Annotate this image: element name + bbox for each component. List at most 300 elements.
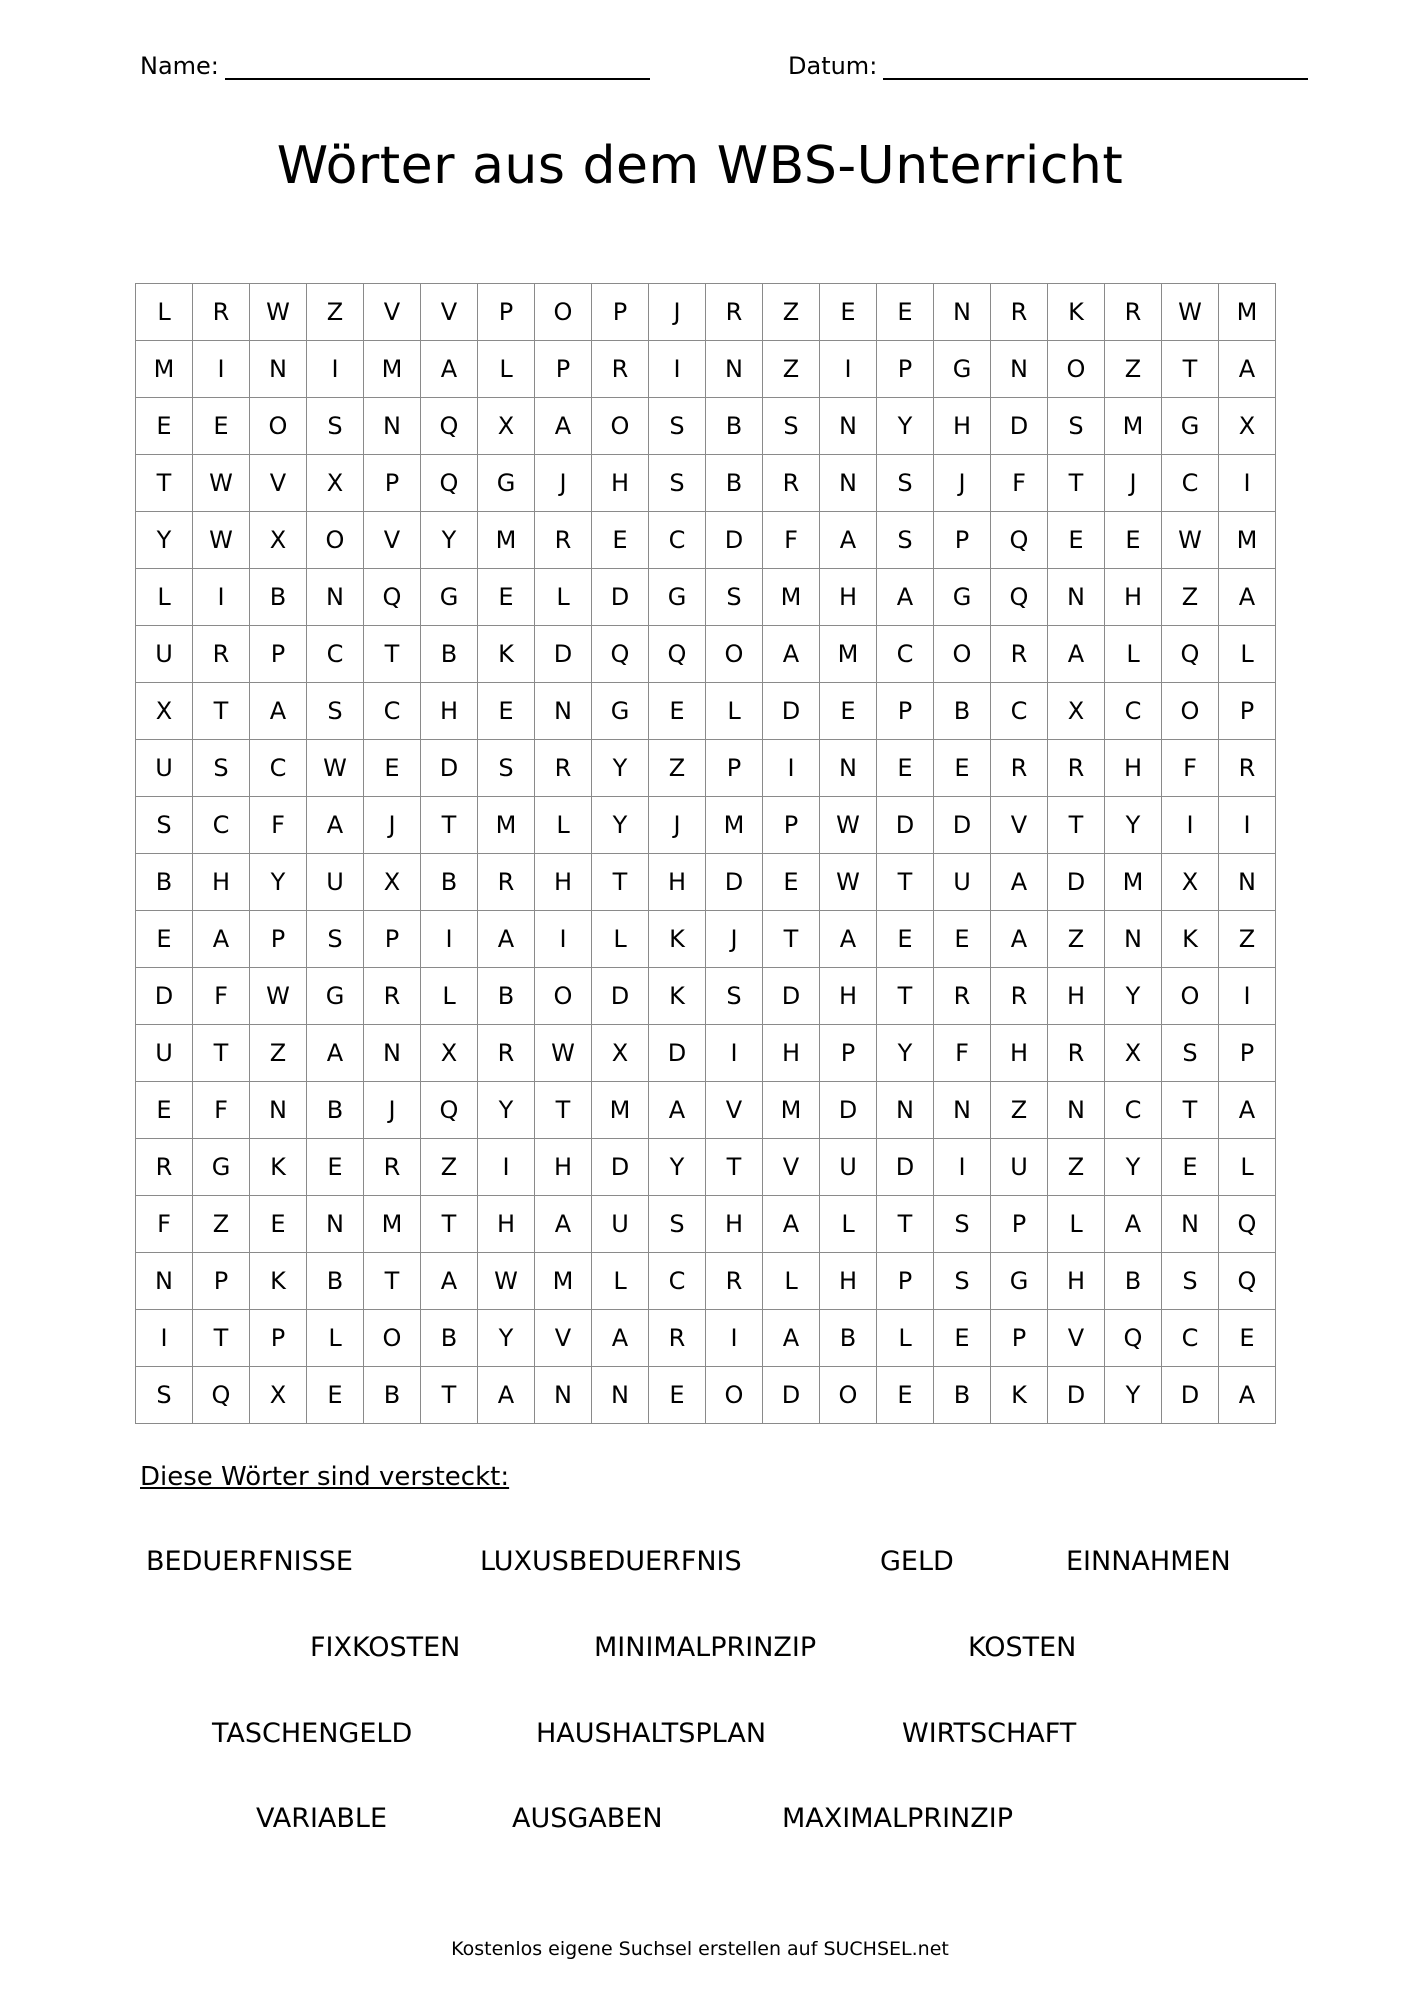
grid-cell[interactable]: B [706, 398, 763, 455]
grid-cell[interactable]: P [991, 1310, 1048, 1367]
grid-cell[interactable]: A [1219, 1082, 1276, 1139]
grid-cell[interactable]: V [250, 455, 307, 512]
grid-cell[interactable]: N [1219, 854, 1276, 911]
grid-cell[interactable]: T [421, 1196, 478, 1253]
grid-cell[interactable]: H [706, 1196, 763, 1253]
grid-cell[interactable]: B [307, 1082, 364, 1139]
grid-cell[interactable]: T [193, 1310, 250, 1367]
grid-cell[interactable]: B [934, 683, 991, 740]
grid-cell[interactable]: E [1162, 1139, 1219, 1196]
grid-cell[interactable]: I [535, 911, 592, 968]
grid-cell[interactable]: E [1219, 1310, 1276, 1367]
grid-cell[interactable]: H [649, 854, 706, 911]
grid-cell[interactable]: W [193, 455, 250, 512]
grid-cell[interactable]: H [535, 1139, 592, 1196]
grid-cell[interactable]: P [820, 1025, 877, 1082]
grid-cell[interactable]: M [364, 1196, 421, 1253]
grid-cell[interactable]: D [1048, 1367, 1105, 1424]
grid-cell[interactable]: U [820, 1139, 877, 1196]
grid-cell[interactable]: D [649, 1025, 706, 1082]
grid-cell[interactable]: N [820, 455, 877, 512]
grid-cell[interactable]: P [592, 284, 649, 341]
grid-cell[interactable]: O [307, 512, 364, 569]
grid-cell[interactable]: M [1219, 512, 1276, 569]
grid-cell[interactable]: T [1048, 455, 1105, 512]
grid-cell[interactable]: D [877, 1139, 934, 1196]
grid-cell[interactable]: I [706, 1310, 763, 1367]
grid-cell[interactable]: L [592, 911, 649, 968]
grid-cell[interactable]: F [1162, 740, 1219, 797]
grid-cell[interactable]: K [1048, 284, 1105, 341]
grid-cell[interactable]: I [934, 1139, 991, 1196]
grid-cell[interactable]: F [250, 797, 307, 854]
grid-cell[interactable]: C [307, 626, 364, 683]
grid-cell[interactable]: Q [592, 626, 649, 683]
grid-cell[interactable]: O [535, 968, 592, 1025]
grid-cell[interactable]: S [307, 683, 364, 740]
grid-cell[interactable]: A [307, 797, 364, 854]
grid-cell[interactable]: D [1162, 1367, 1219, 1424]
grid-cell[interactable]: V [364, 512, 421, 569]
grid-cell[interactable]: Y [136, 512, 193, 569]
grid-cell[interactable]: X [421, 1025, 478, 1082]
grid-cell[interactable]: F [991, 455, 1048, 512]
grid-cell[interactable]: F [763, 512, 820, 569]
grid-cell[interactable]: B [706, 455, 763, 512]
grid-cell[interactable]: P [1219, 1025, 1276, 1082]
grid-cell[interactable]: S [1048, 398, 1105, 455]
grid-cell[interactable]: Z [1105, 341, 1162, 398]
grid-cell[interactable]: Y [877, 1025, 934, 1082]
grid-cell[interactable]: X [364, 854, 421, 911]
grid-cell[interactable]: L [478, 341, 535, 398]
grid-cell[interactable]: R [991, 626, 1048, 683]
grid-cell[interactable]: W [820, 854, 877, 911]
grid-cell[interactable]: A [763, 1310, 820, 1367]
grid-cell[interactable]: I [763, 740, 820, 797]
grid-cell[interactable]: Y [421, 512, 478, 569]
grid-cell[interactable]: S [307, 911, 364, 968]
grid-cell[interactable]: O [706, 626, 763, 683]
grid-cell[interactable]: U [934, 854, 991, 911]
grid-cell[interactable]: N [991, 341, 1048, 398]
grid-cell[interactable]: J [934, 455, 991, 512]
grid-cell[interactable]: H [1048, 1253, 1105, 1310]
grid-cell[interactable]: T [535, 1082, 592, 1139]
grid-cell[interactable]: G [1162, 398, 1219, 455]
grid-cell[interactable]: Q [421, 398, 478, 455]
grid-cell[interactable]: R [706, 1253, 763, 1310]
grid-cell[interactable]: G [478, 455, 535, 512]
grid-cell[interactable]: H [193, 854, 250, 911]
grid-cell[interactable]: M [763, 569, 820, 626]
grid-cell[interactable]: W [478, 1253, 535, 1310]
grid-cell[interactable]: X [1048, 683, 1105, 740]
grid-cell[interactable]: V [763, 1139, 820, 1196]
grid-cell[interactable]: P [991, 1196, 1048, 1253]
grid-cell[interactable]: Z [763, 341, 820, 398]
grid-cell[interactable]: C [250, 740, 307, 797]
grid-cell[interactable]: R [1105, 284, 1162, 341]
grid-cell[interactable]: D [763, 968, 820, 1025]
grid-cell[interactable]: B [421, 854, 478, 911]
grid-cell[interactable]: M [478, 512, 535, 569]
grid-cell[interactable]: P [877, 341, 934, 398]
grid-cell[interactable]: T [1162, 341, 1219, 398]
grid-cell[interactable]: N [934, 1082, 991, 1139]
grid-cell[interactable]: G [592, 683, 649, 740]
grid-cell[interactable]: X [1219, 398, 1276, 455]
grid-cell[interactable]: W [307, 740, 364, 797]
grid-cell[interactable]: E [136, 1082, 193, 1139]
grid-cell[interactable]: M [706, 797, 763, 854]
grid-cell[interactable]: S [136, 797, 193, 854]
grid-cell[interactable]: Z [1048, 911, 1105, 968]
grid-cell[interactable]: B [934, 1367, 991, 1424]
grid-cell[interactable]: R [991, 284, 1048, 341]
grid-cell[interactable]: R [364, 968, 421, 1025]
grid-cell[interactable]: T [1162, 1082, 1219, 1139]
grid-cell[interactable]: M [478, 797, 535, 854]
grid-cell[interactable]: E [649, 683, 706, 740]
grid-cell[interactable]: I [193, 341, 250, 398]
grid-cell[interactable]: P [1219, 683, 1276, 740]
grid-cell[interactable]: Z [193, 1196, 250, 1253]
grid-cell[interactable]: N [250, 1082, 307, 1139]
grid-cell[interactable]: H [592, 455, 649, 512]
grid-cell[interactable]: W [820, 797, 877, 854]
grid-cell[interactable]: B [421, 626, 478, 683]
grid-cell[interactable]: Q [1219, 1196, 1276, 1253]
grid-cell[interactable]: O [934, 626, 991, 683]
grid-cell[interactable]: L [877, 1310, 934, 1367]
grid-cell[interactable]: L [307, 1310, 364, 1367]
grid-cell[interactable]: A [1219, 1367, 1276, 1424]
grid-cell[interactable]: P [934, 512, 991, 569]
grid-cell[interactable]: K [250, 1139, 307, 1196]
grid-cell[interactable]: V [706, 1082, 763, 1139]
grid-cell[interactable]: Y [877, 398, 934, 455]
grid-cell[interactable]: N [535, 683, 592, 740]
grid-cell[interactable]: P [706, 740, 763, 797]
grid-cell[interactable]: G [649, 569, 706, 626]
grid-cell[interactable]: Q [991, 569, 1048, 626]
grid-cell[interactable]: E [478, 683, 535, 740]
grid-cell[interactable]: B [820, 1310, 877, 1367]
grid-cell[interactable]: W [535, 1025, 592, 1082]
grid-cell[interactable]: Y [1105, 1367, 1162, 1424]
grid-cell[interactable]: O [592, 398, 649, 455]
grid-cell[interactable]: T [136, 455, 193, 512]
grid-cell[interactable]: P [250, 626, 307, 683]
grid-cell[interactable]: O [1162, 683, 1219, 740]
grid-cell[interactable]: V [535, 1310, 592, 1367]
grid-cell[interactable]: V [1048, 1310, 1105, 1367]
grid-cell[interactable]: R [1219, 740, 1276, 797]
grid-cell[interactable]: H [421, 683, 478, 740]
grid-cell[interactable]: W [250, 968, 307, 1025]
grid-cell[interactable]: L [136, 569, 193, 626]
grid-cell[interactable]: J [535, 455, 592, 512]
grid-cell[interactable]: X [1162, 854, 1219, 911]
grid-cell[interactable]: H [820, 968, 877, 1025]
grid-cell[interactable]: S [877, 512, 934, 569]
grid-cell[interactable]: A [763, 1196, 820, 1253]
grid-cell[interactable]: A [877, 569, 934, 626]
grid-cell[interactable]: C [364, 683, 421, 740]
grid-cell[interactable]: W [193, 512, 250, 569]
grid-cell[interactable]: D [706, 854, 763, 911]
grid-cell[interactable]: T [193, 1025, 250, 1082]
grid-cell[interactable]: N [364, 1025, 421, 1082]
grid-cell[interactable]: N [307, 1196, 364, 1253]
grid-cell[interactable]: E [364, 740, 421, 797]
grid-cell[interactable]: S [877, 455, 934, 512]
grid-cell[interactable]: L [1219, 626, 1276, 683]
grid-cell[interactable]: X [592, 1025, 649, 1082]
grid-cell[interactable]: M [1219, 284, 1276, 341]
grid-cell[interactable]: A [307, 1025, 364, 1082]
grid-cell[interactable]: T [592, 854, 649, 911]
grid-cell[interactable]: I [193, 569, 250, 626]
grid-cell[interactable]: Q [649, 626, 706, 683]
grid-cell[interactable]: C [1105, 683, 1162, 740]
grid-cell[interactable]: H [991, 1025, 1048, 1082]
grid-cell[interactable]: D [1048, 854, 1105, 911]
grid-cell[interactable]: S [934, 1253, 991, 1310]
grid-cell[interactable]: Q [991, 512, 1048, 569]
grid-cell[interactable]: Y [250, 854, 307, 911]
grid-cell[interactable]: B [250, 569, 307, 626]
grid-cell[interactable]: P [535, 341, 592, 398]
grid-cell[interactable]: E [877, 911, 934, 968]
grid-cell[interactable]: W [250, 284, 307, 341]
grid-cell[interactable]: U [307, 854, 364, 911]
grid-cell[interactable]: R [364, 1139, 421, 1196]
grid-cell[interactable]: Q [421, 455, 478, 512]
grid-cell[interactable]: G [307, 968, 364, 1025]
grid-cell[interactable]: Y [649, 1139, 706, 1196]
grid-cell[interactable]: P [250, 911, 307, 968]
grid-cell[interactable]: L [706, 683, 763, 740]
grid-cell[interactable]: V [364, 284, 421, 341]
grid-cell[interactable]: C [193, 797, 250, 854]
grid-cell[interactable]: L [421, 968, 478, 1025]
grid-cell[interactable]: Q [1105, 1310, 1162, 1367]
grid-cell[interactable]: Z [421, 1139, 478, 1196]
grid-cell[interactable]: Z [1162, 569, 1219, 626]
grid-cell[interactable]: G [193, 1139, 250, 1196]
grid-cell[interactable]: J [364, 1082, 421, 1139]
grid-cell[interactable]: S [1162, 1025, 1219, 1082]
grid-cell[interactable]: E [136, 911, 193, 968]
grid-cell[interactable]: R [763, 455, 820, 512]
grid-cell[interactable]: X [136, 683, 193, 740]
grid-cell[interactable]: T [421, 1367, 478, 1424]
grid-cell[interactable]: Y [478, 1310, 535, 1367]
grid-cell[interactable]: U [136, 1025, 193, 1082]
grid-cell[interactable]: E [1048, 512, 1105, 569]
grid-cell[interactable]: A [1048, 626, 1105, 683]
grid-cell[interactable]: B [136, 854, 193, 911]
grid-cell[interactable]: Z [649, 740, 706, 797]
grid-cell[interactable]: O [706, 1367, 763, 1424]
grid-cell[interactable]: Y [592, 740, 649, 797]
grid-cell[interactable]: A [1219, 569, 1276, 626]
grid-cell[interactable]: C [1105, 1082, 1162, 1139]
grid-cell[interactable]: E [820, 284, 877, 341]
grid-cell[interactable]: K [991, 1367, 1048, 1424]
grid-cell[interactable]: F [193, 1082, 250, 1139]
grid-cell[interactable]: D [136, 968, 193, 1025]
grid-cell[interactable]: T [763, 911, 820, 968]
grid-cell[interactable]: G [421, 569, 478, 626]
grid-cell[interactable]: R [136, 1139, 193, 1196]
grid-cell[interactable]: H [763, 1025, 820, 1082]
grid-cell[interactable]: J [364, 797, 421, 854]
grid-cell[interactable]: A [763, 626, 820, 683]
grid-cell[interactable]: C [991, 683, 1048, 740]
grid-cell[interactable]: C [1162, 1310, 1219, 1367]
grid-cell[interactable]: I [706, 1025, 763, 1082]
grid-cell[interactable]: D [421, 740, 478, 797]
grid-cell[interactable]: K [1162, 911, 1219, 968]
grid-cell[interactable]: A [592, 1310, 649, 1367]
grid-cell[interactable]: A [421, 1253, 478, 1310]
grid-cell[interactable]: I [478, 1139, 535, 1196]
grid-cell[interactable]: B [1105, 1253, 1162, 1310]
grid-cell[interactable]: L [535, 797, 592, 854]
grid-cell[interactable]: X [250, 512, 307, 569]
grid-cell[interactable]: J [649, 284, 706, 341]
grid-cell[interactable]: N [1048, 569, 1105, 626]
grid-cell[interactable]: M [820, 626, 877, 683]
grid-cell[interactable]: E [934, 1310, 991, 1367]
grid-cell[interactable]: L [1105, 626, 1162, 683]
grid-cell[interactable]: E [478, 569, 535, 626]
grid-cell[interactable]: V [991, 797, 1048, 854]
grid-cell[interactable]: T [877, 854, 934, 911]
grid-cell[interactable]: L [592, 1253, 649, 1310]
grid-cell[interactable]: S [934, 1196, 991, 1253]
grid-cell[interactable]: E [1105, 512, 1162, 569]
grid-cell[interactable]: X [307, 455, 364, 512]
grid-cell[interactable]: N [1162, 1196, 1219, 1253]
grid-cell[interactable]: I [649, 341, 706, 398]
grid-cell[interactable]: E [307, 1139, 364, 1196]
grid-cell[interactable]: O [820, 1367, 877, 1424]
grid-cell[interactable]: O [364, 1310, 421, 1367]
grid-cell[interactable]: M [1105, 854, 1162, 911]
grid-cell[interactable]: R [478, 854, 535, 911]
grid-cell[interactable]: P [478, 284, 535, 341]
grid-cell[interactable]: S [763, 398, 820, 455]
grid-cell[interactable]: N [136, 1253, 193, 1310]
grid-cell[interactable]: C [1162, 455, 1219, 512]
grid-cell[interactable]: Z [307, 284, 364, 341]
grid-cell[interactable]: W [1162, 512, 1219, 569]
grid-cell[interactable]: G [934, 569, 991, 626]
grid-cell[interactable]: N [307, 569, 364, 626]
grid-cell[interactable]: P [877, 1253, 934, 1310]
grid-cell[interactable]: I [1219, 968, 1276, 1025]
grid-cell[interactable]: Z [250, 1025, 307, 1082]
grid-cell[interactable]: S [478, 740, 535, 797]
grid-cell[interactable]: E [877, 1367, 934, 1424]
grid-cell[interactable]: R [478, 1025, 535, 1082]
grid-cell[interactable]: D [706, 512, 763, 569]
grid-cell[interactable]: N [535, 1367, 592, 1424]
grid-cell[interactable]: L [763, 1253, 820, 1310]
grid-cell[interactable]: V [421, 284, 478, 341]
grid-cell[interactable]: N [1048, 1082, 1105, 1139]
grid-cell[interactable]: U [136, 626, 193, 683]
grid-cell[interactable]: E [820, 683, 877, 740]
grid-cell[interactable]: X [250, 1367, 307, 1424]
grid-cell[interactable]: E [307, 1367, 364, 1424]
grid-cell[interactable]: E [193, 398, 250, 455]
grid-cell[interactable]: E [877, 740, 934, 797]
grid-cell[interactable]: I [1219, 797, 1276, 854]
grid-cell[interactable]: X [1105, 1025, 1162, 1082]
grid-cell[interactable]: A [991, 911, 1048, 968]
grid-cell[interactable]: I [307, 341, 364, 398]
grid-cell[interactable]: H [820, 1253, 877, 1310]
grid-cell[interactable]: T [364, 1253, 421, 1310]
grid-cell[interactable]: C [877, 626, 934, 683]
grid-cell[interactable]: I [1162, 797, 1219, 854]
grid-cell[interactable]: D [934, 797, 991, 854]
grid-cell[interactable]: T [1048, 797, 1105, 854]
grid-cell[interactable]: M [364, 341, 421, 398]
grid-cell[interactable]: L [136, 284, 193, 341]
grid-cell[interactable]: M [1105, 398, 1162, 455]
grid-cell[interactable]: U [136, 740, 193, 797]
grid-cell[interactable]: Z [991, 1082, 1048, 1139]
grid-cell[interactable]: K [649, 968, 706, 1025]
grid-cell[interactable]: A [820, 512, 877, 569]
grid-cell[interactable]: S [136, 1367, 193, 1424]
grid-cell[interactable]: H [1105, 740, 1162, 797]
grid-cell[interactable]: S [649, 1196, 706, 1253]
grid-cell[interactable]: N [364, 398, 421, 455]
grid-cell[interactable]: L [820, 1196, 877, 1253]
grid-cell[interactable]: A [535, 1196, 592, 1253]
grid-cell[interactable]: L [535, 569, 592, 626]
grid-cell[interactable]: R [535, 512, 592, 569]
grid-cell[interactable]: O [1048, 341, 1105, 398]
grid-cell[interactable]: M [763, 1082, 820, 1139]
grid-cell[interactable]: X [478, 398, 535, 455]
grid-cell[interactable]: J [1105, 455, 1162, 512]
grid-cell[interactable]: L [1219, 1139, 1276, 1196]
grid-cell[interactable]: R [649, 1310, 706, 1367]
grid-cell[interactable]: A [535, 398, 592, 455]
grid-cell[interactable]: K [250, 1253, 307, 1310]
grid-cell[interactable]: Y [1105, 968, 1162, 1025]
grid-cell[interactable]: N [250, 341, 307, 398]
grid-cell[interactable]: D [592, 1139, 649, 1196]
grid-cell[interactable]: A [991, 854, 1048, 911]
grid-cell[interactable]: S [706, 968, 763, 1025]
grid-cell[interactable]: Q [1162, 626, 1219, 683]
grid-cell[interactable]: D [991, 398, 1048, 455]
grid-cell[interactable]: N [706, 341, 763, 398]
grid-cell[interactable]: W [1162, 284, 1219, 341]
grid-cell[interactable]: U [991, 1139, 1048, 1196]
grid-cell[interactable]: Q [1219, 1253, 1276, 1310]
grid-cell[interactable]: N [820, 740, 877, 797]
